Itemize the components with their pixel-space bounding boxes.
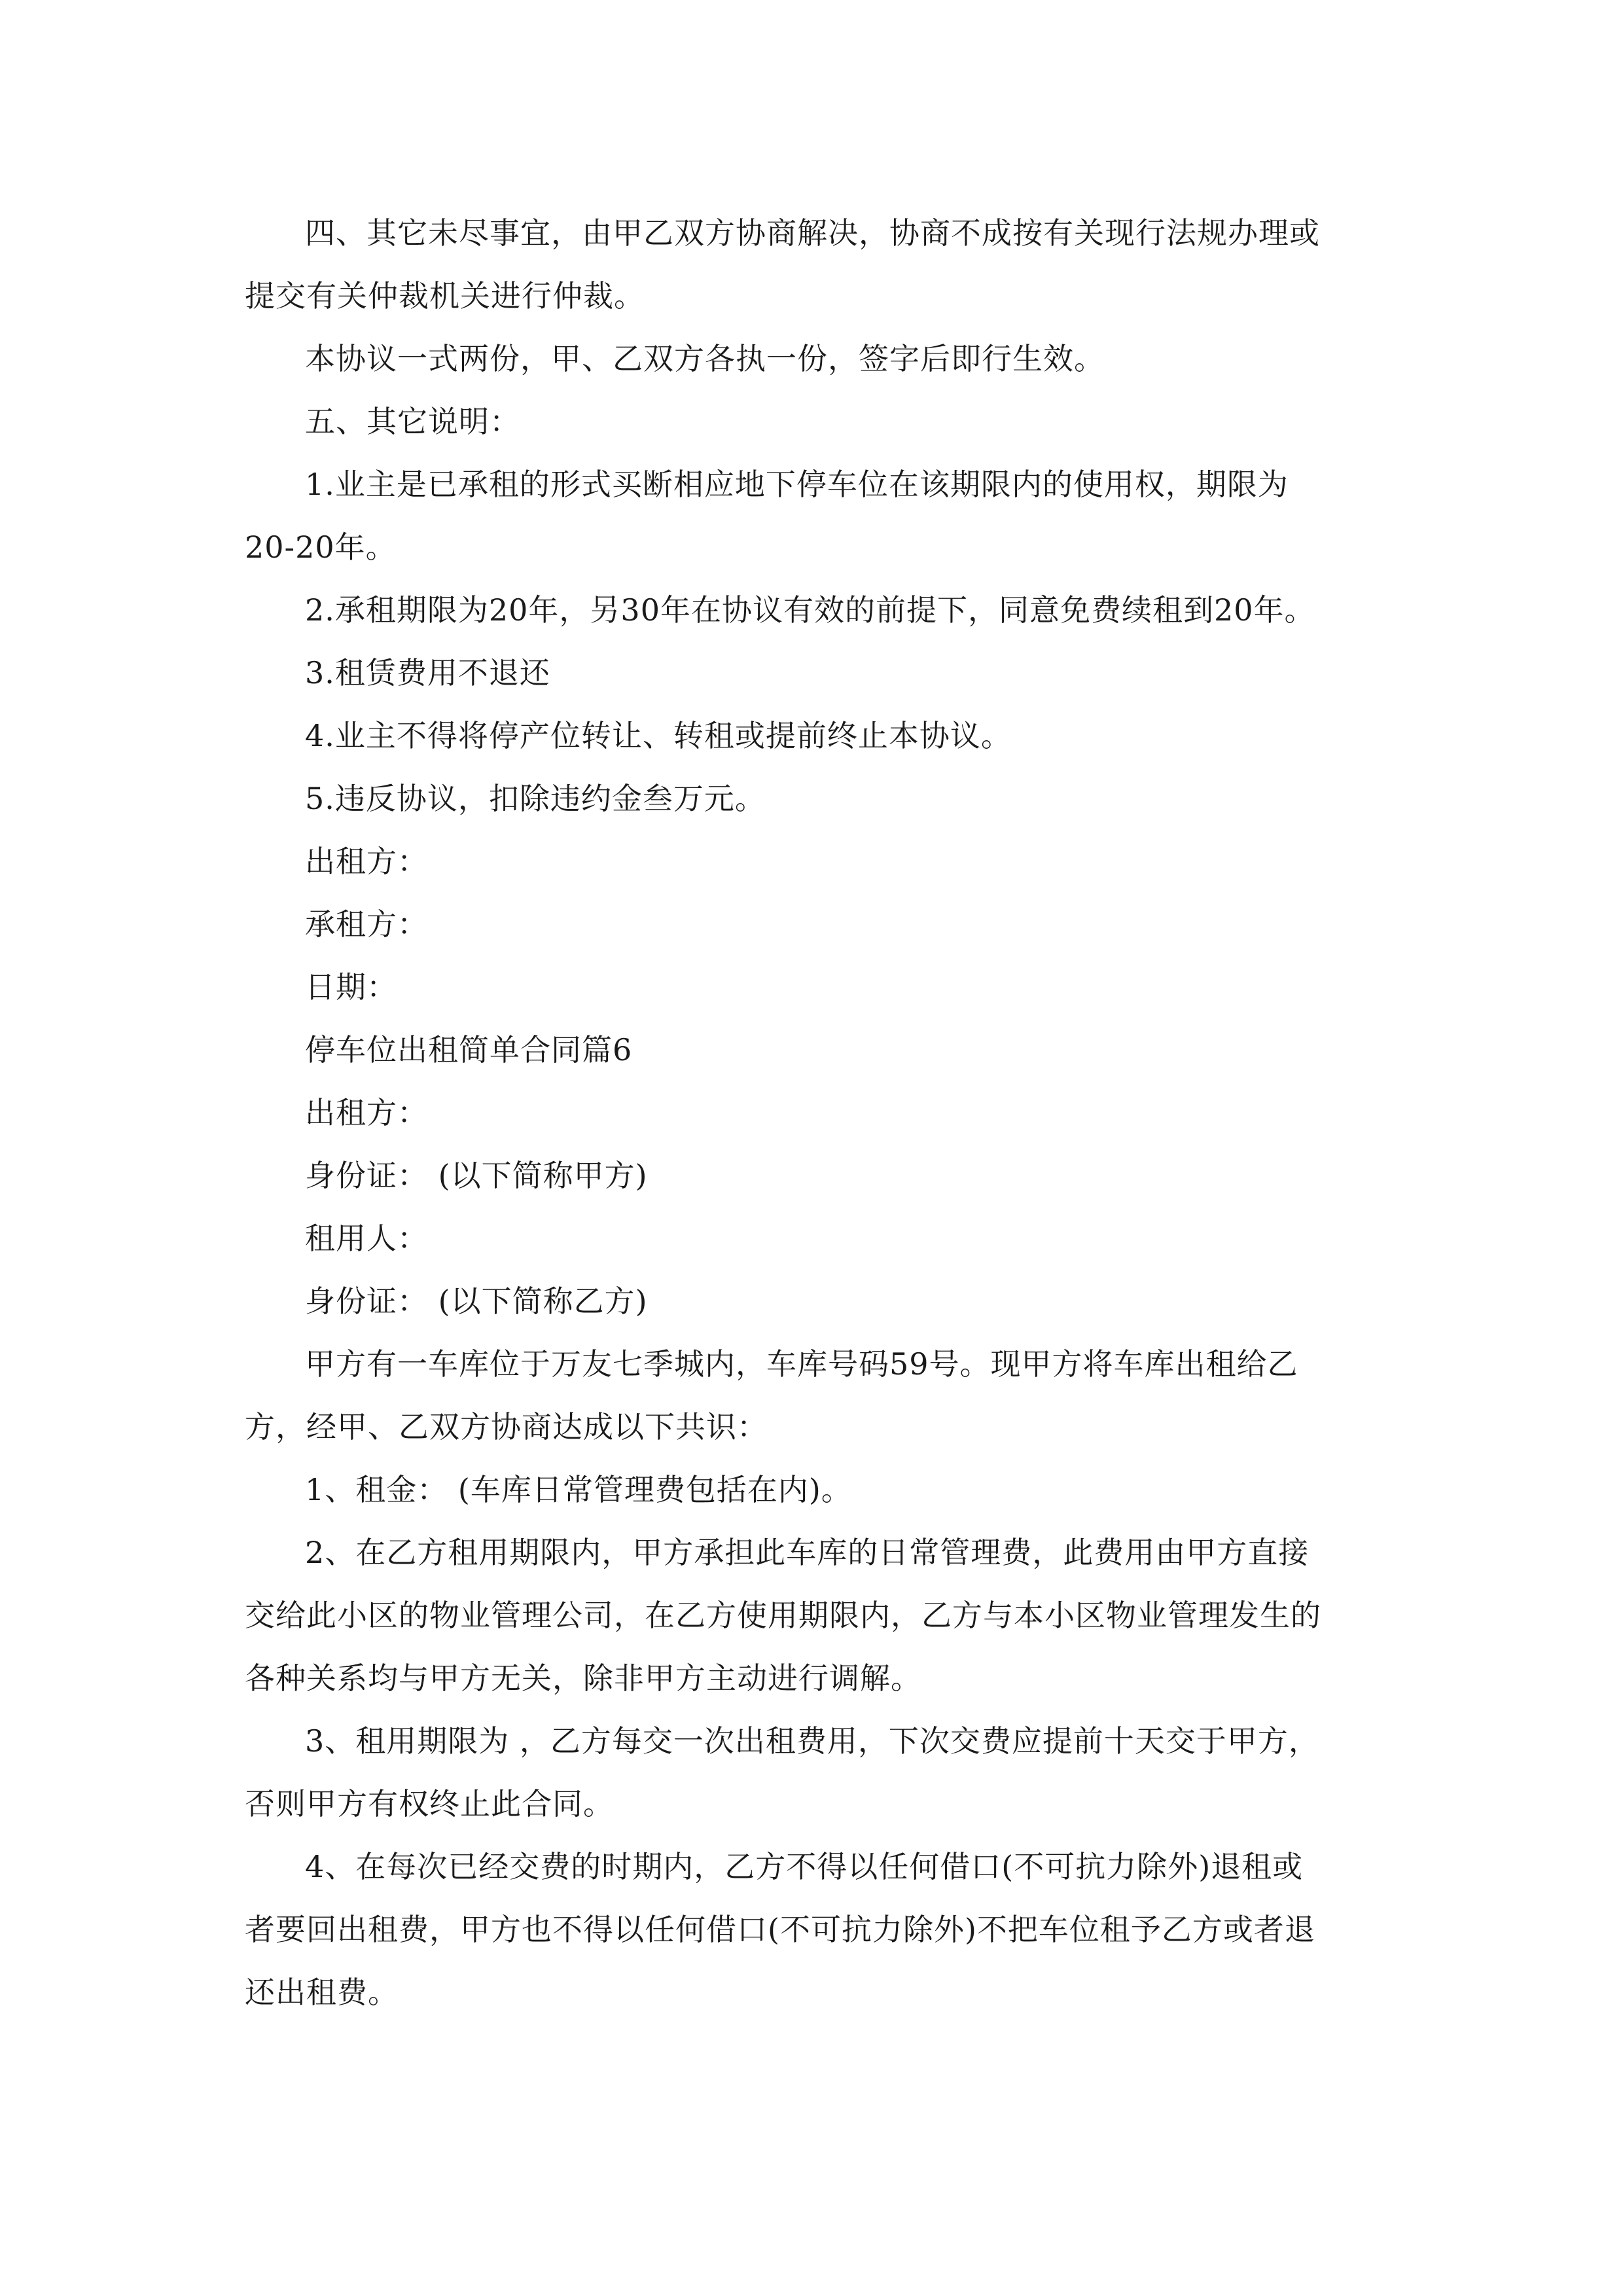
text-line: 身份证： (以下简称甲方) <box>305 1158 648 1193</box>
paragraph <box>245 704 1389 767</box>
paragraph <box>245 1458 1389 1521</box>
signature-lessee <box>245 893 1389 956</box>
paragraph <box>245 1144 1389 1207</box>
text-line: 承租方： <box>305 906 428 942</box>
paragraph <box>245 641 1389 704</box>
paragraph <box>245 1835 1389 2024</box>
signature-lessor <box>245 830 1389 893</box>
paragraph <box>245 327 1389 390</box>
section-heading <box>245 1018 1389 1081</box>
text-line: 停车位出租简单合同篇6 <box>305 1032 633 1067</box>
paragraph <box>245 202 1389 327</box>
document-body <box>245 202 1389 2024</box>
text-line: 出租方： <box>305 1095 428 1130</box>
text-line: 方，经甲、乙双方协商达成以下共识： <box>245 1409 768 1444</box>
paragraph <box>245 1081 1389 1144</box>
text-line: 4、在每次已经交费的时期内，乙方不得以任何借口(不可抗力除外)退租或 <box>305 1849 1304 1884</box>
text-line: 3、租用期限为 ，乙方每交一次出租费用，下次交费应提前十天交于甲方， <box>305 1723 1319 1759</box>
text-line: 20-20年。 <box>245 529 397 565</box>
paragraph <box>245 1521 1389 1710</box>
paragraph <box>245 1333 1389 1458</box>
text-line: 身份证： (以下简称乙方) <box>305 1283 648 1319</box>
text-line: 1、租金： (车库日常管理费包括在内)。 <box>305 1472 852 1507</box>
paragraph <box>245 1207 1389 1270</box>
text-line: 日期： <box>305 969 397 1005</box>
paragraph <box>245 1270 1389 1333</box>
paragraph <box>245 767 1389 830</box>
signature-date <box>245 956 1389 1018</box>
text-line: 否则甲方有权终止此合同。 <box>245 1786 614 1821</box>
text-line: 1.业主是已承租的形式买断相应地下停车位在该期限内的使用权，期限为 <box>305 467 1289 502</box>
text-line: 4.业主不得将停产位转让、转租或提前终止本协议。 <box>305 718 1012 753</box>
text-line: 租用人： <box>305 1221 428 1256</box>
text-line: 交给此小区的物业管理公司，在乙方使用期限内，乙方与本小区物业管理发生的 <box>245 1598 1321 1633</box>
text-line: 甲方有一车库位于万友七季城内，车库号码59号。现甲方将车库出租给乙 <box>305 1346 1298 1382</box>
paragraph <box>245 453 1389 579</box>
paragraph <box>245 390 1389 453</box>
text-line: 2.承租期限为20年，另30年在协议有效的前提下，同意免费续租到20年。 <box>305 592 1315 628</box>
text-line: 提交有关仲裁机关进行仲裁。 <box>245 278 645 314</box>
text-line: 2、在乙方租用期限内，甲方承担此车库的日常管理费，此费用由甲方直接 <box>305 1535 1310 1570</box>
text-line: 四、其它未尽事宜，由甲乙双方协商解决，协商不成按有关现行法规办理或 <box>305 215 1320 251</box>
text-line: 还出租费。 <box>245 1975 399 2010</box>
text-line: 出租方： <box>305 844 428 879</box>
paragraph <box>245 1710 1389 1835</box>
text-line: 者要回出租费，甲方也不得以任何借口(不可抗力除外)不把车位租予乙方或者退 <box>245 1912 1315 1947</box>
text-line: 本协议一式两份，甲、乙双方各执一份，签字后即行生效。 <box>305 341 1105 376</box>
paragraph <box>245 579 1389 641</box>
text-line: 5.违反协议，扣除违约金叁万元。 <box>305 781 766 816</box>
text-line: 各种关系均与甲方无关，除非甲方主动进行调解。 <box>245 1660 921 1696</box>
text-line: 3.租赁费用不退还 <box>305 655 550 691</box>
text-line: 五、其它说明： <box>305 404 520 439</box>
